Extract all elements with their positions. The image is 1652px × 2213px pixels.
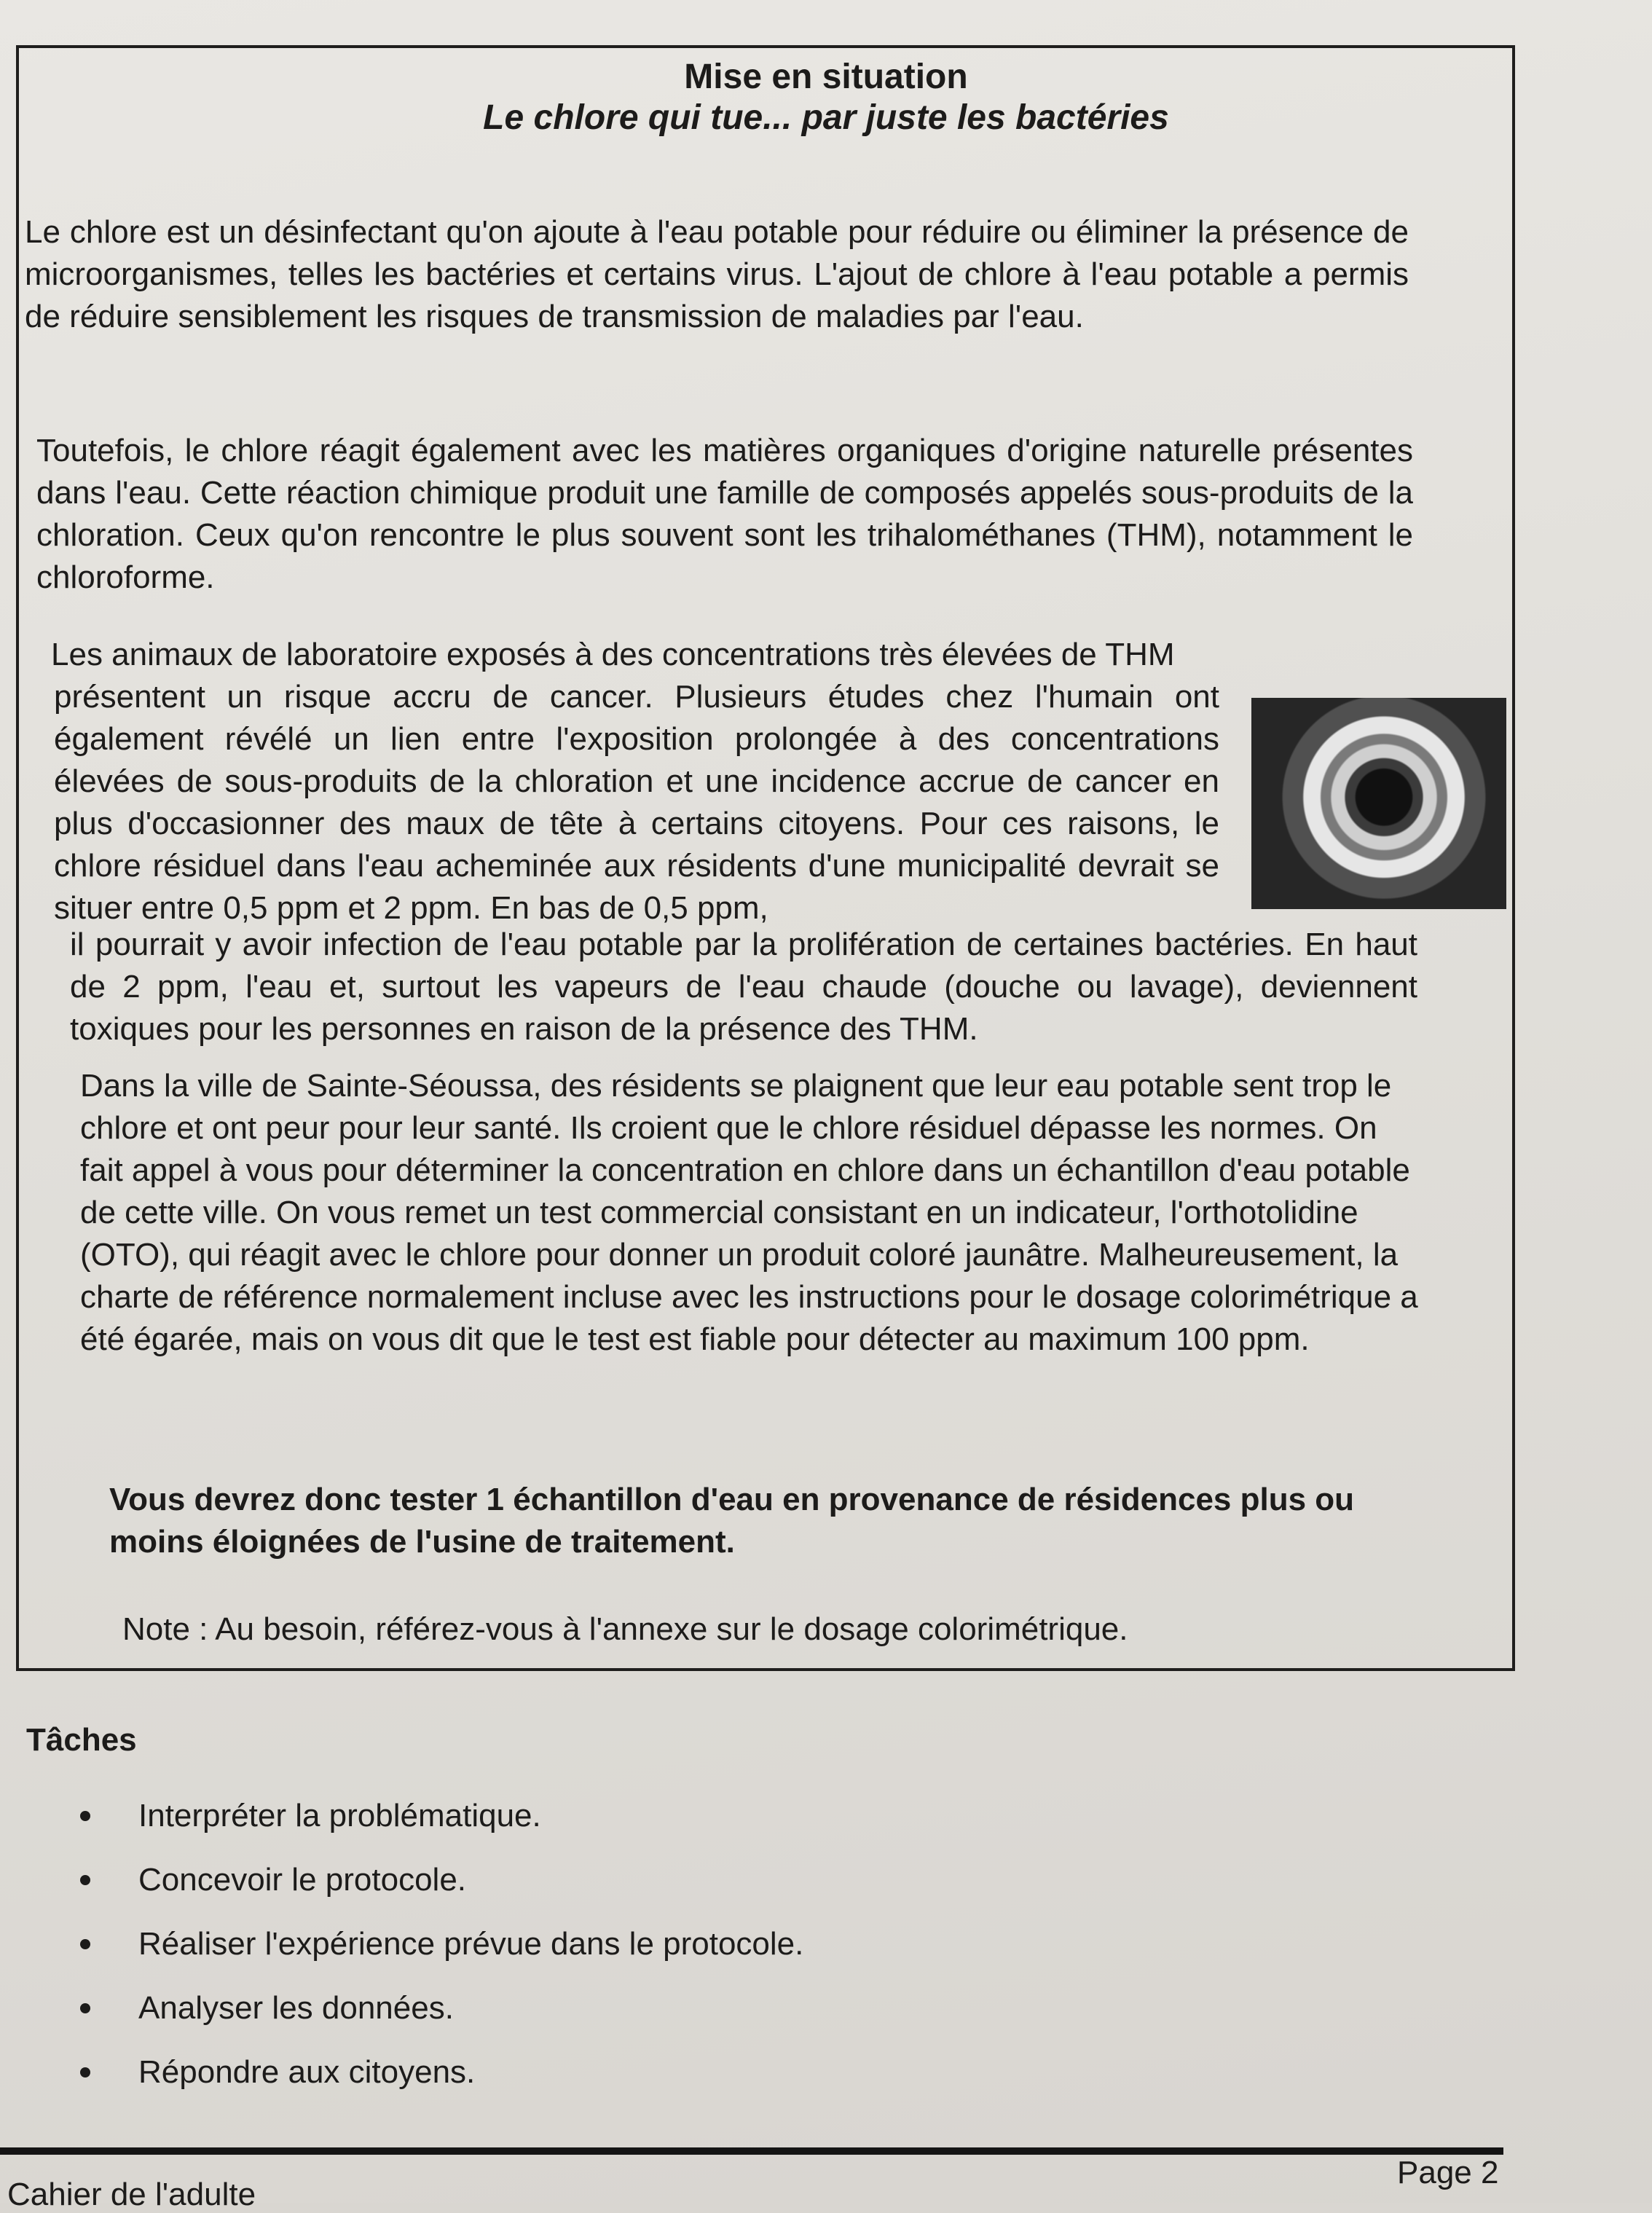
task-item	[80, 1926, 803, 1990]
task-label: Réaliser l'expérience prévue dans le protocole.	[138, 1926, 804, 1962]
section-subheading: Le chlore qui tue... par juste les bactéries	[483, 98, 1169, 137]
page-number: Page 2	[1397, 2155, 1499, 2190]
bullet-icon	[80, 1811, 90, 1821]
paragraph-risk-first-line: Les animaux de laboratoire exposés à des concentrations très élevées de THM	[51, 637, 1175, 672]
task-label: Interpréter la problématique.	[138, 1798, 541, 1833]
bullet-icon	[80, 1875, 90, 1885]
bullet-icon	[80, 1939, 90, 1949]
paragraph-byproducts: Toutefois, le chlore réagit également avec les matières organiques d'origine naturelle présentes dans l'eau. Cette réaction chimique produit une famille de composés appelés sous-produits de la chloration. Ceux qu'on rencontre le plus souvent sont les trihalométhanes (THM), notamment le chloroforme.	[36, 433, 1413, 595]
footer-booklet-label: Cahier de l'adulte	[7, 2177, 256, 2212]
task-label: Analyser les données.	[138, 1990, 454, 2026]
task-list	[80, 1798, 803, 2118]
task-label: Concevoir le protocole.	[138, 1862, 467, 1898]
footer-divider	[0, 2147, 1503, 2155]
task-item	[80, 1798, 803, 1862]
paragraph-city-context: Dans la ville de Sainte-Séoussa, des résidents se plaignent que leur eau potable sent trop le chlore et ont peur pour leur santé. Ils croient que le chlore résiduel dépasse les normes. On fait appel à vous pour déterminer la concentration en chlore dans un échantillon d'eau potable de cette ville. On vous remet un test commercial consistant en un indicateur, l'orthotolidine (OTO), qui réagit avec le chlore pour donner un produit coloré jaunâtre. Malheureusement, la charte de référence normalement incluse avec les instructions pour le dosage colorimétrique a été égarée, mais on vous dit que le test est fiable pour détecter au maximum 100 ppm.	[80, 1068, 1418, 1357]
microscope-image	[1251, 698, 1506, 909]
section-heading: Mise en situation	[684, 58, 968, 96]
task-label: Répondre aux citoyens.	[138, 2054, 476, 2090]
paragraph-risk-end: il pourrait y avoir infection de l'eau potable par la prolifération de certaines bactéries. En haut de 2 ppm, l'eau et, surtout les vapeurs de l'eau chaude (douche ou lavage), deviennent toxiques pour les personnes en raison de la présence des THM.	[70, 927, 1417, 1047]
task-item	[80, 1862, 803, 1926]
paragraph-intro: Le chlore est un désinfectant qu'on ajoute à l'eau potable pour réduire ou éliminer la présence de microorganismes, telles les bactéries et certains virus. L'ajout de chlore à l'eau potable a permis de réduire sensiblement les risques de transmission de maladies par l'eau.	[25, 214, 1409, 334]
paragraph-instruction: Vous devrez donc tester 1 échantillon d'eau en provenance de résidences plus ou moins éloignées de l'usine de traitement.	[109, 1482, 1355, 1560]
task-item	[80, 2054, 803, 2118]
bullet-icon	[80, 2067, 90, 2078]
tasks-heading: Tâches	[26, 1722, 137, 1758]
bullet-icon	[80, 2003, 90, 2013]
paragraph-risk-body: présentent un risque accru de cancer. Plusieurs études chez l'humain ont également révélé un lien entre l'exposition prolongée à des concentrations élevées de sous-produits de la chloration et une incidence accrue de cancer en plus d'occasionner des maux de tête à certains citoyens. Pour ces raisons, le chlore résiduel dans l'eau acheminée aux résidents d'une municipalité devrait se situer entre 0,5 ppm et 2 ppm. En bas de 0,5 ppm,	[54, 679, 1219, 926]
paragraph-note: Note : Au besoin, référez-vous à l'annexe sur le dosage colorimétrique.	[122, 1611, 1128, 1647]
task-item	[80, 1990, 803, 2054]
